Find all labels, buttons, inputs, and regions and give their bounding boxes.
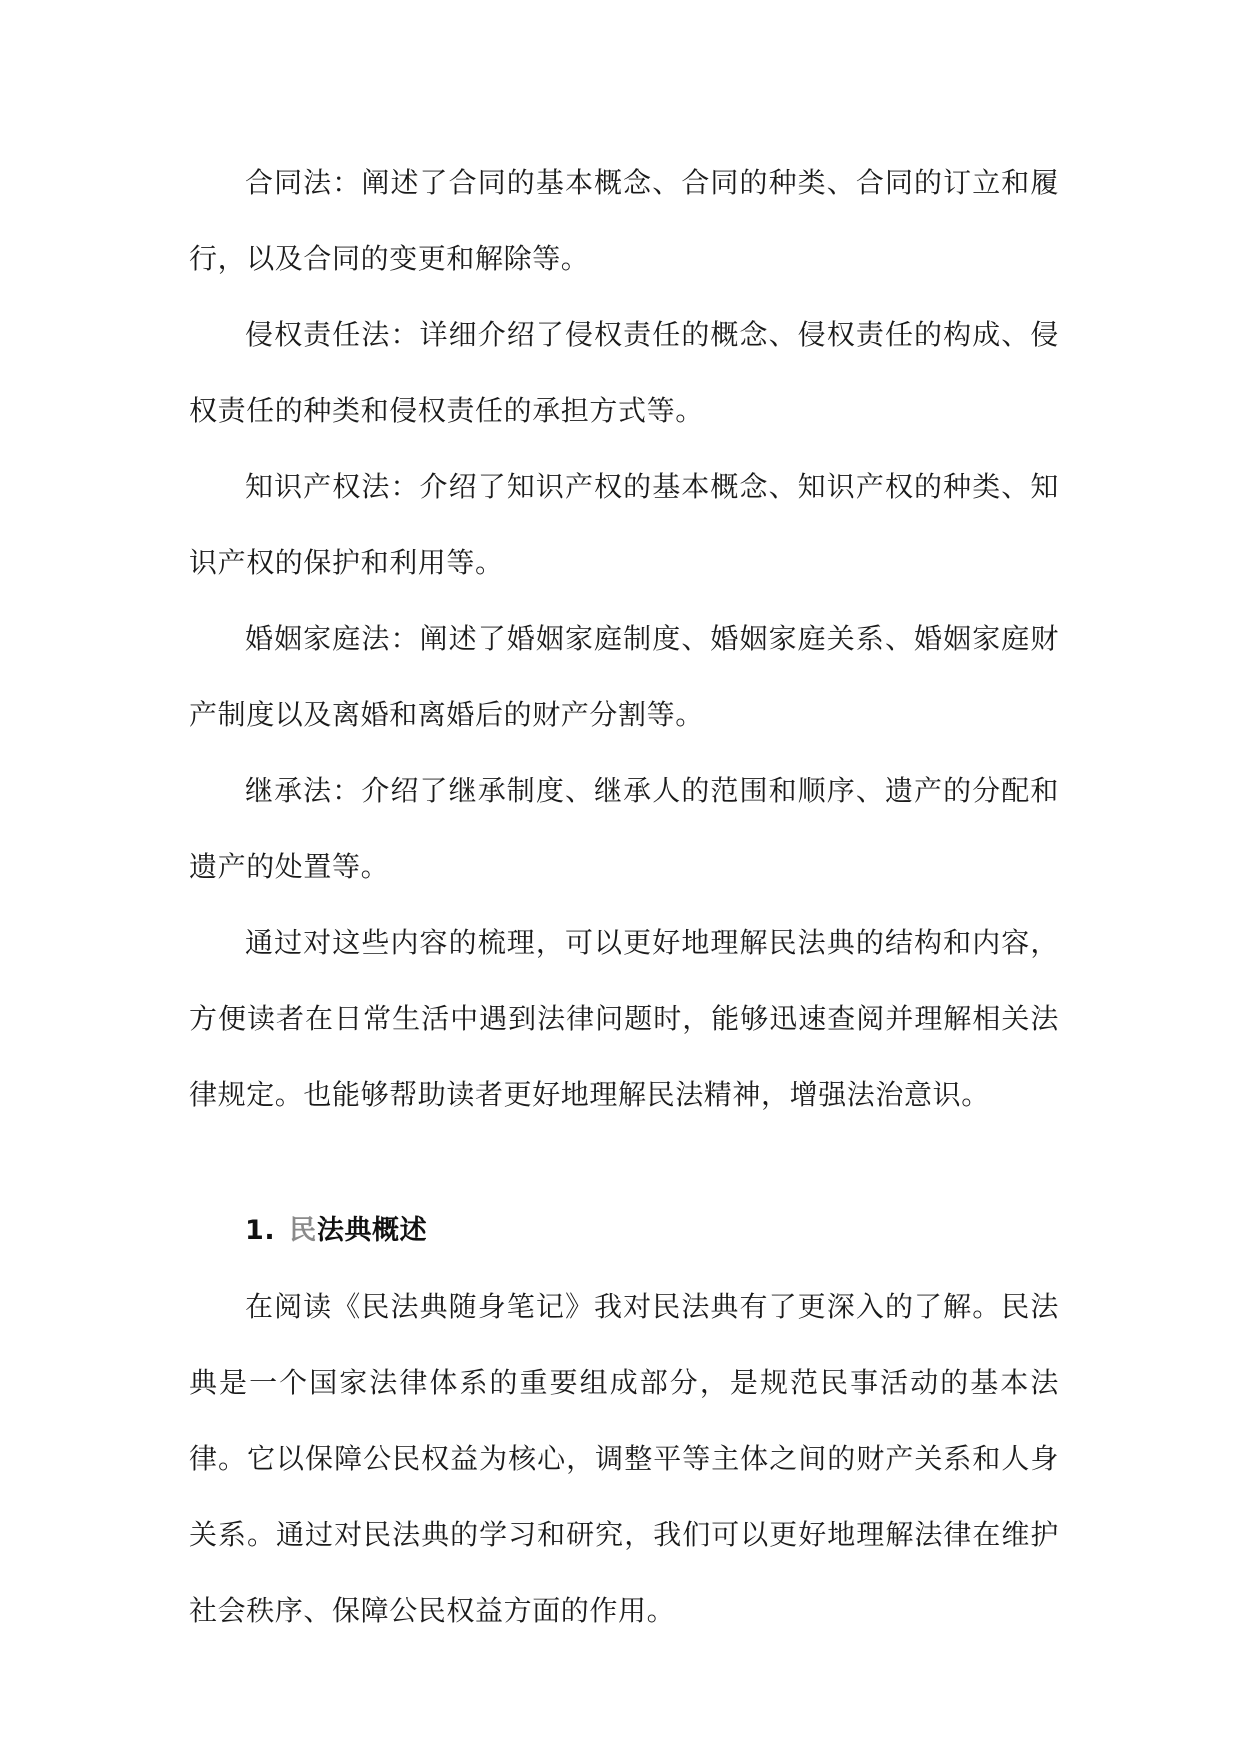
paragraph-tort-law: 侵权责任法：详细介绍了侵权责任的概念、侵权责任的构成、侵权责任的种类和侵权责任的承担方式等。 — [189, 318, 1059, 427]
section-heading — [189, 1193, 1059, 1269]
section-title-first-char: 民 — [289, 1215, 317, 1246]
section-number: 1. — [245, 1215, 276, 1246]
paragraph-marriage-family-law: 婚姻家庭法：阐述了婚姻家庭制度、婚姻家庭关系、婚姻家庭财产制度以及离婚和离婚后的财产分割等。 — [189, 622, 1059, 731]
document-body — [189, 145, 1059, 1649]
section-title-rest: 法典概述 — [316, 1215, 428, 1246]
paragraph-civil-code-overview: 在阅读《民法典随身笔记》我对民法典有了更深入的了解。民法典是一个国家法律体系的重要组成部分，是规范民事活动的基本法律。它以保障公民权益为核心，调整平等主体之间的财产关系和人身关系。通过对民法典的学习和研究，我们可以更好地理解法律在维护社会秩序、保障公民权益方面的作用。 — [189, 1290, 1059, 1627]
paragraph-inheritance-law: 继承法：介绍了继承制度、继承人的范围和顺序、遗产的分配和遗产的处置等。 — [189, 774, 1059, 883]
paragraph-summary: 通过对这些内容的梳理，可以更好地理解民法典的结构和内容，方便读者在日常生活中遇到法律问题时，能够迅速查阅并理解相关法律规定。也能够帮助读者更好地理解民法精神，增强法治意识。 — [189, 926, 1059, 1111]
paragraph-contract-law: 合同法：阐述了合同的基本概念、合同的种类、合同的订立和履行，以及合同的变更和解除等。 — [189, 166, 1059, 275]
paragraph-ip-law: 知识产权法：介绍了知识产权的基本概念、知识产权的种类、知识产权的保护和利用等。 — [189, 470, 1059, 579]
